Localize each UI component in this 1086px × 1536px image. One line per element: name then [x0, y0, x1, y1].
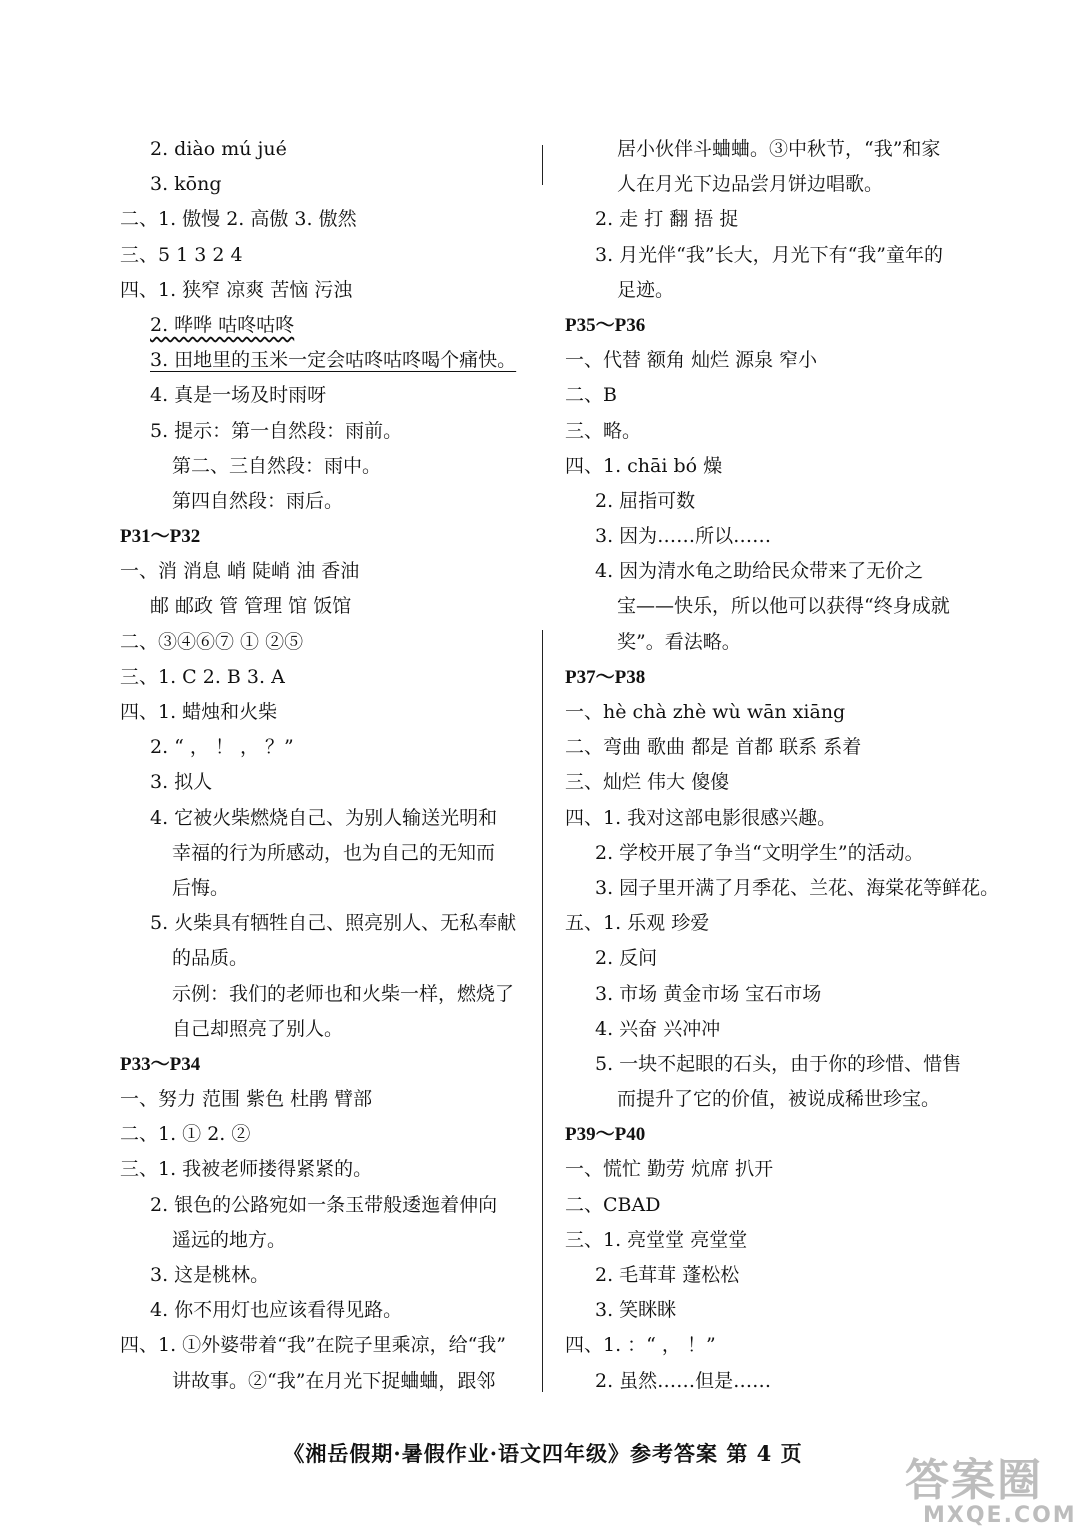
answer-line [120, 202, 540, 237]
answer-line [565, 730, 985, 765]
answer-line [120, 238, 540, 273]
answer-text: P33～P34 [120, 1053, 201, 1075]
answer-text: 一、代替 额角 灿烂 源泉 窄小 [565, 349, 818, 372]
answer-line [120, 801, 540, 836]
answer-line [565, 132, 985, 167]
answer-line [120, 1152, 540, 1187]
answer-text: 二、CBAD [565, 1193, 661, 1216]
answer-text: 幸福的行为所感动，也为自己的无知而 [172, 841, 496, 864]
answer-line [565, 449, 985, 484]
answer-text: 第二、三自然段：雨中。 [172, 454, 382, 477]
answer-line [565, 695, 985, 730]
answer-text: 三、灿烂 伟大 傻傻 [565, 771, 730, 794]
answer-text: 而提升了它的价值，被说成稀世珍宝。 [617, 1088, 941, 1111]
answer-line [120, 414, 540, 449]
answer-line [120, 343, 540, 378]
answer-line [120, 308, 540, 343]
answer-text: 3. 笑眯眯 [595, 1299, 677, 1322]
watermark-cn: 答案圈 [905, 1455, 1043, 1506]
answer-line [565, 801, 985, 836]
answer-text: 3. 田地里的玉米一定会咕咚咕咚喝个痛快。 [150, 349, 517, 372]
answer-text: 3. 因为……所以…… [595, 525, 772, 548]
answer-text: 二、弯曲 歌曲 都是 首都 联系 系着 [565, 736, 862, 759]
answer-text: 四、1. 蜡烛和火柴 [120, 701, 278, 723]
answer-line [565, 484, 985, 519]
answer-line [120, 167, 540, 202]
answer-line [565, 941, 985, 976]
answer-line [565, 765, 985, 800]
answer-text: 2. “ ， ！ ， ？” [150, 736, 294, 759]
answer-line [565, 273, 985, 308]
answer-line [120, 484, 540, 519]
answer-line [565, 871, 1000, 906]
answer-text: 后悔。 [172, 876, 230, 899]
answer-text: 三、5 1 3 2 4 [120, 243, 243, 266]
answer-line [120, 765, 540, 800]
answer-line [120, 977, 540, 1012]
answer-text: 示例：我们的老师也和火柴一样，燃烧了 [172, 982, 515, 1005]
watermark-logo [905, 1455, 1080, 1530]
answer-text: 4. 因为清水龟之助给民众带来了无价之 [595, 560, 924, 583]
answer-text: 四、1. ：“ ， ！” [565, 1334, 716, 1357]
answer-line [120, 378, 540, 413]
page-footer: 《湘岳假期·暑假作业·语文四年级》参考答案 第 4 页 [283, 1441, 803, 1466]
answer-text: 2. 毛茸茸 蓬松松 [595, 1264, 740, 1286]
answer-line [120, 941, 540, 976]
answer-text: 四、1. 我对这部电影很感兴趣。 [565, 806, 837, 829]
column-divider-bottom [542, 630, 543, 1392]
answer-text: 第四自然段：雨后。 [172, 489, 344, 512]
answer-text: 四、1. ①外婆带着“我”在院子里乘凉，给“我” [120, 1334, 507, 1357]
section-heading [565, 660, 985, 695]
answer-text: P31～P32 [120, 526, 201, 548]
answer-text: 一、hè chà zhè wù wān xiāng [565, 701, 846, 723]
answer-text: 3. 月光伴“我”长大，月光下有“我”童年的 [595, 243, 944, 266]
answer-text: 二、1. ① 2. ② [120, 1123, 251, 1146]
answer-text: 2. diào mú jué [150, 138, 287, 160]
left-column [120, 132, 540, 1399]
answer-line [565, 1152, 985, 1187]
answer-line [565, 1328, 985, 1363]
answer-text: P37～P38 [565, 666, 646, 688]
answer-line [120, 1223, 540, 1258]
answer-text: 3. kōng [150, 173, 222, 196]
answer-text: 2. 银色的公路宛如一条玉带般逶迤着伸向 [150, 1193, 498, 1216]
answer-text: 五、1. 乐观 珍爱 [565, 912, 710, 935]
answer-text: 四、1. chāi bó 燥 [565, 454, 723, 477]
answer-line [565, 167, 985, 202]
answer-text: 三、1. 我被老师搂得紧紧的。 [120, 1158, 373, 1181]
answer-text: 3. 这是桃林。 [150, 1264, 270, 1286]
answer-line [120, 1364, 540, 1399]
answer-text: 人在月光下边品尝月饼边唱歌。 [617, 173, 884, 196]
answer-line [565, 202, 985, 237]
answer-text: 4. 你不用灯也应该看得见路。 [150, 1299, 403, 1322]
answer-line [120, 132, 540, 167]
answer-line [120, 1258, 540, 1293]
answer-line [565, 238, 985, 273]
answer-line [565, 589, 985, 624]
right-column [565, 132, 1000, 1399]
answer-text: 三、略。 [565, 419, 642, 442]
answer-text: 2. 屈指可数 [595, 489, 696, 512]
answer-line [120, 273, 540, 308]
answer-line [565, 1223, 985, 1258]
answer-line [120, 1117, 540, 1152]
answer-line [120, 871, 540, 906]
answer-line [120, 906, 540, 941]
answer-text: 二、1. 傲慢 2. 高傲 3. 傲然 [120, 208, 357, 231]
answer-line [120, 554, 540, 589]
answer-line [565, 378, 985, 413]
answer-line [565, 906, 985, 941]
watermark-en: MXQE.COM [923, 1503, 1077, 1528]
section-heading [120, 1047, 540, 1082]
section-heading [120, 519, 540, 554]
answer-line [120, 625, 540, 660]
answer-line [565, 1047, 985, 1082]
answer-text: 3. 园子里开满了月季花、兰花、海棠花等鲜花。 [595, 876, 1000, 899]
answer-line [565, 1012, 985, 1047]
answer-line [120, 1293, 540, 1328]
answer-text: 2. 学校开展了争当“文明学生”的活动。 [595, 841, 924, 864]
answer-text: 二、B [565, 384, 617, 407]
answer-text: 自己却照亮了别人。 [172, 1017, 344, 1040]
answer-text: 一、慌忙 勤劳 炕席 扒开 [565, 1158, 774, 1181]
answer-text: 5. 提示：第一自然段：雨前。 [150, 419, 403, 442]
answer-line [120, 1188, 540, 1223]
answer-text: 4. 它被火柴燃烧自己、为别人输送光明和 [150, 806, 498, 829]
answer-text: 的品质。 [172, 947, 249, 970]
answer-text: 4. 兴奋 兴冲冲 [595, 1017, 721, 1040]
answer-text: 3. 拟人 [150, 771, 213, 794]
answer-line [120, 1082, 540, 1117]
answer-text: P39～P40 [565, 1124, 646, 1146]
answer-text: 5. 火柴具有牺牲自己、照亮别人、无私奉献 [150, 912, 517, 935]
answer-line [565, 414, 985, 449]
answer-text: 一、努力 范围 紫色 杜鹃 臂部 [120, 1088, 373, 1111]
answer-line [120, 1328, 540, 1363]
answer-line [565, 836, 985, 871]
answer-text: 邮 邮政 管 管理 馆 饭馆 [150, 595, 352, 618]
answer-text: 2. 虽然……但是…… [595, 1369, 772, 1392]
answer-line [565, 519, 985, 554]
answer-text: P35～P36 [565, 314, 646, 336]
answer-text: 3. 市场 黄金市场 宝石市场 [595, 982, 822, 1005]
section-heading [565, 308, 985, 343]
answer-text: 2. 走 打 翻 捂 捉 [595, 208, 739, 231]
answer-line [565, 625, 985, 660]
answer-text: 一、消 消息 峭 陡峭 油 香油 [120, 560, 360, 583]
answer-line [120, 660, 540, 695]
answer-line [120, 695, 540, 730]
answer-line [565, 343, 985, 378]
answer-line [120, 1012, 540, 1047]
answer-line [120, 730, 540, 765]
answer-text: 遥远的地方。 [172, 1228, 287, 1251]
answer-text: 5. 一块不起眼的石头，由于你的珍惜、惜售 [595, 1052, 962, 1075]
answer-text: 2. 反问 [595, 947, 658, 970]
answer-text: 四、1. 狭窄 凉爽 苦恼 污浊 [120, 278, 353, 301]
column-divider-top [542, 145, 543, 185]
answer-text: 讲故事。②“我”在月光下捉蛐蛐，跟邻 [172, 1369, 496, 1392]
answer-text: 三、1. 亮堂堂 亮堂堂 [565, 1228, 748, 1251]
answer-text: 4. 真是一场及时雨呀 [150, 384, 327, 407]
answer-line [565, 1188, 985, 1223]
answer-line [120, 836, 540, 871]
answer-line [120, 589, 540, 624]
answer-line [565, 1082, 985, 1117]
answer-text: 奖”。看法略。 [617, 630, 741, 653]
answer-text: 二、③④⑥⑦ ① ②⑤ [120, 630, 304, 653]
answer-line [565, 1293, 985, 1328]
answer-line [120, 449, 540, 484]
answer-line [565, 977, 985, 1012]
answer-text: 居小伙伴斗蛐蛐。③中秋节，“我”和家 [617, 138, 941, 160]
answer-text: 2. 哗哗 咕咚咕咚 [150, 313, 295, 336]
answer-text: 三、1. C 2. B 3. A [120, 665, 285, 688]
answer-line [565, 554, 985, 589]
section-heading [565, 1117, 985, 1152]
answer-text: 宝——快乐，所以他可以获得“终身成就 [617, 595, 950, 618]
answer-line [565, 1258, 985, 1293]
answer-text: 足迹。 [617, 278, 675, 301]
answer-line [565, 1364, 985, 1399]
